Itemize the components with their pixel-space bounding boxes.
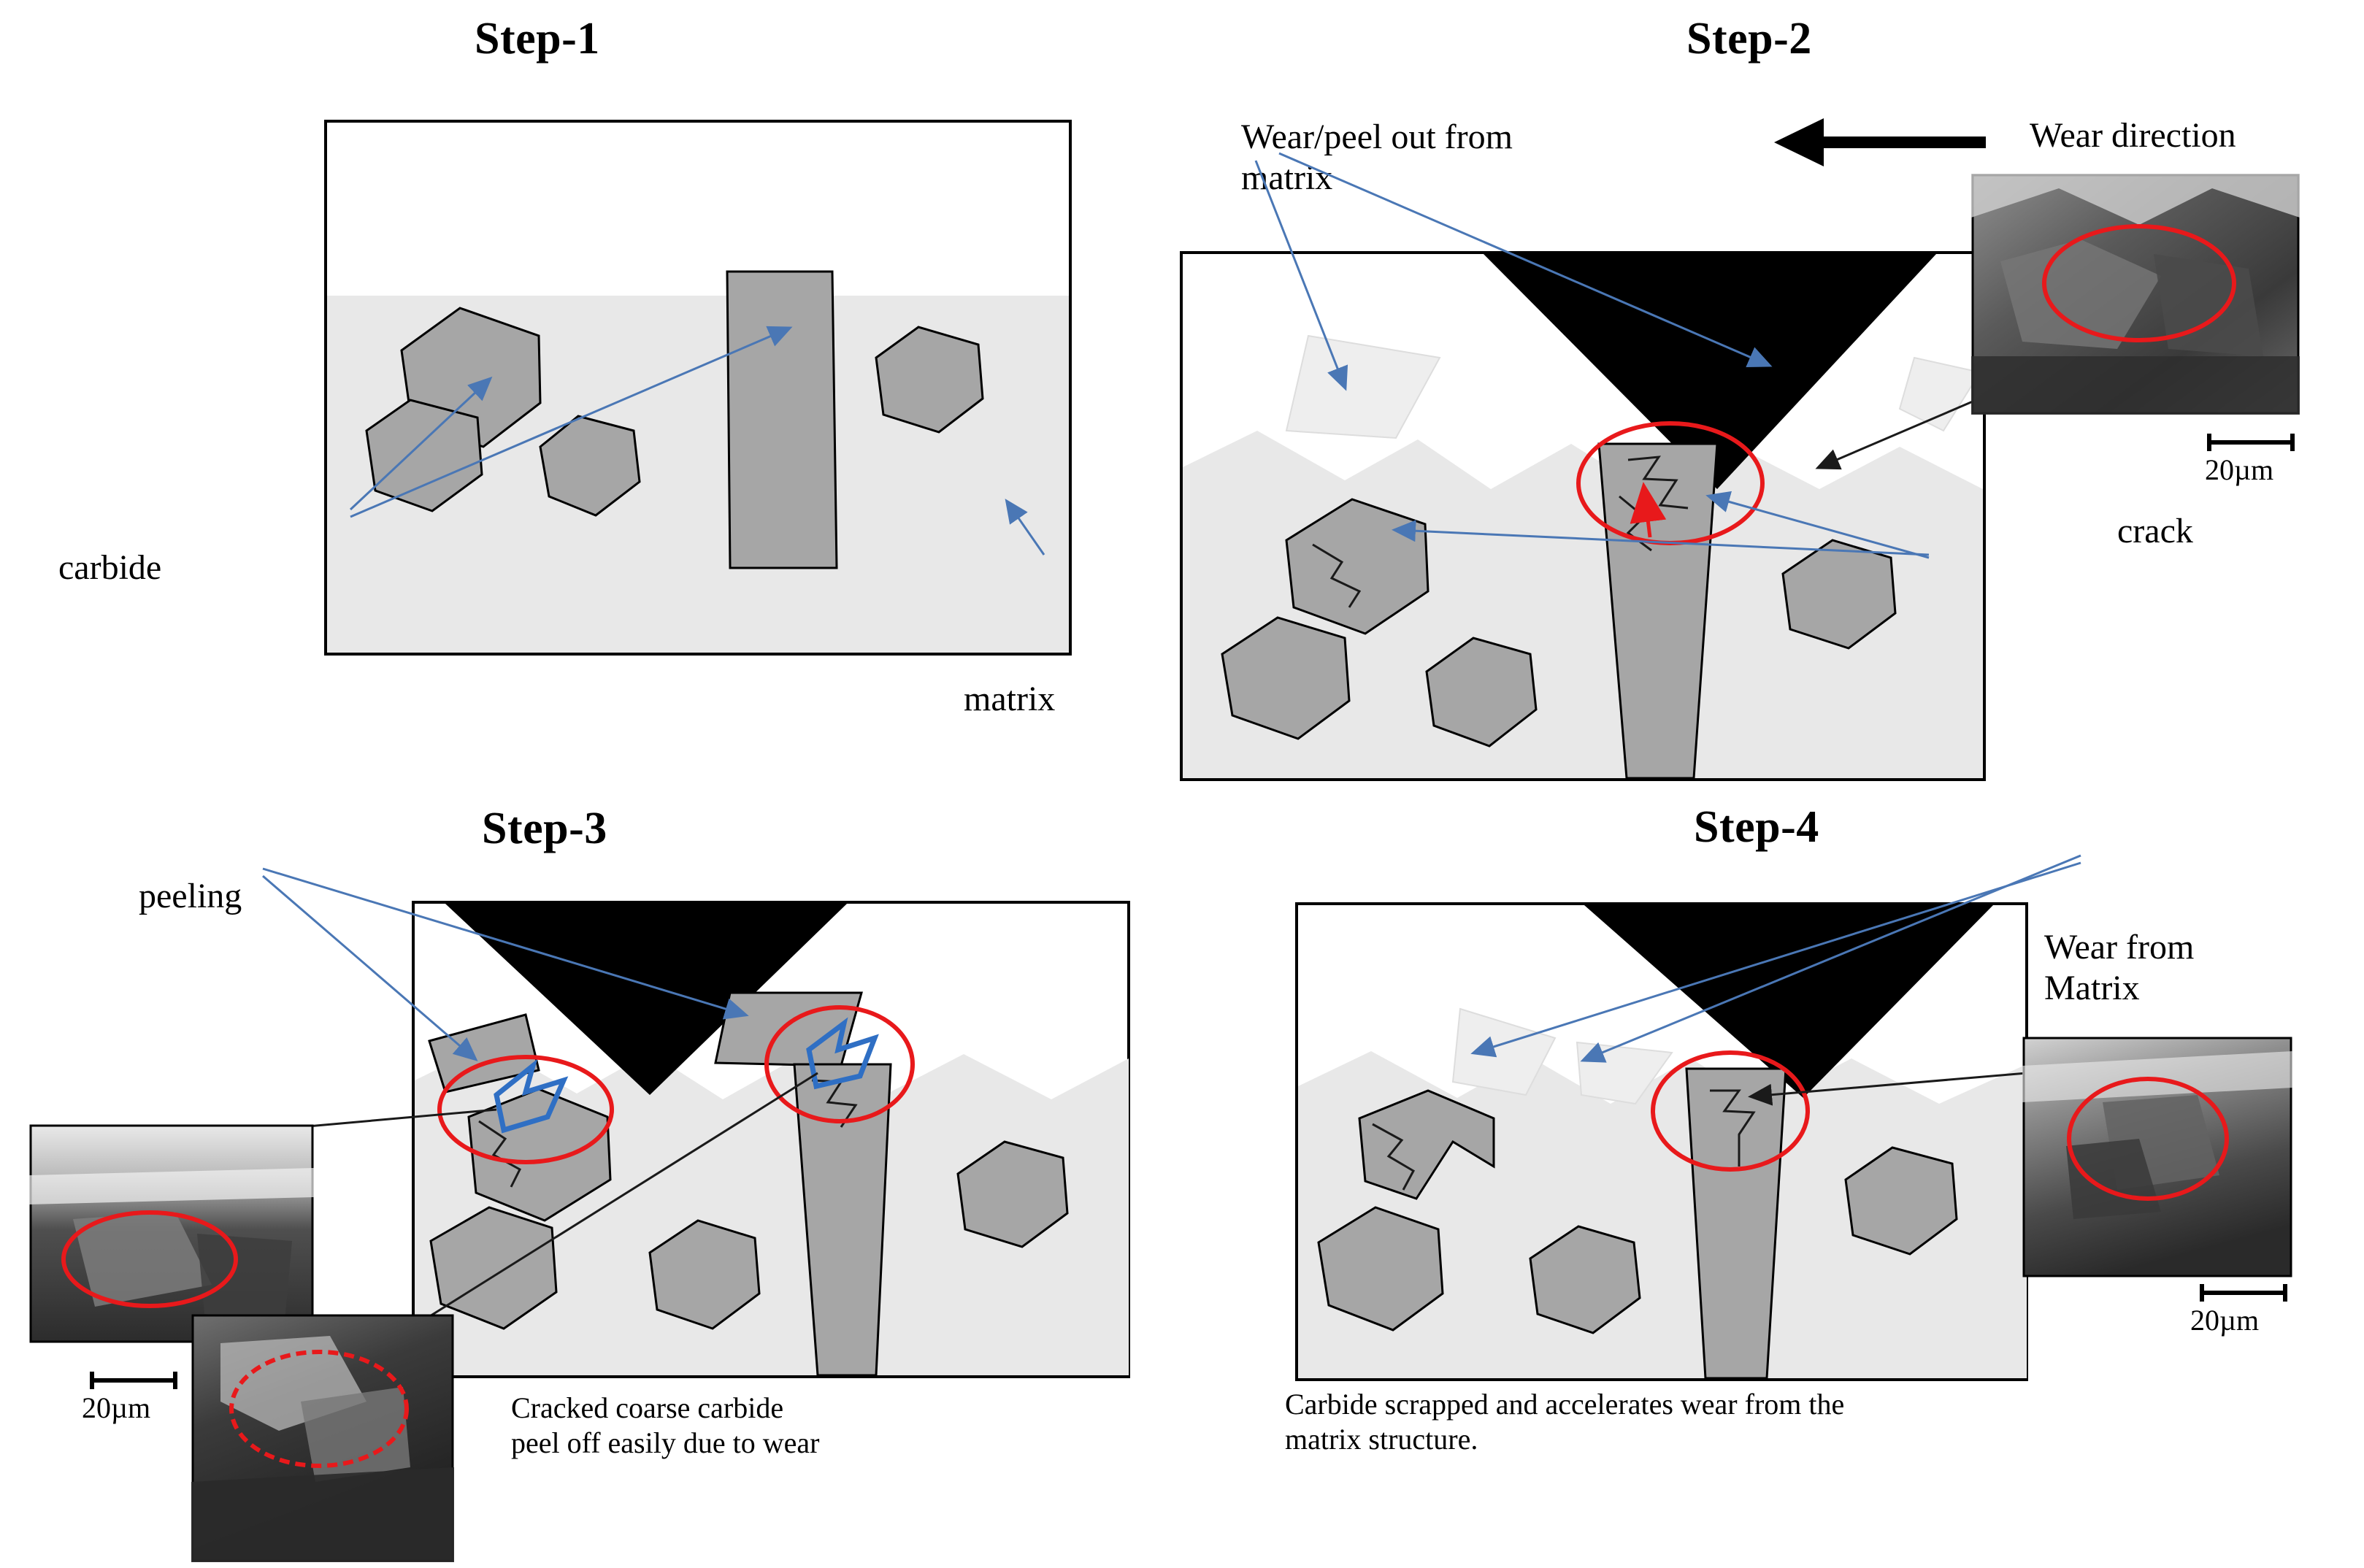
step1-title: Step-1 (475, 14, 600, 64)
step3-label-peeling: peeling (139, 877, 242, 915)
step2-label-wear-peel (1241, 117, 1513, 198)
step2-sem-image (1971, 174, 2300, 415)
step2-scalebar (2205, 431, 2300, 453)
step4-scale-label: 20µm (2190, 1304, 2260, 1337)
step3-sem-image-a (29, 1124, 314, 1343)
wear-from-matrix-line1: Wear from (2044, 928, 2195, 966)
step3-title: Step-3 (482, 804, 607, 853)
step2-scale-label: 20µm (2205, 453, 2274, 486)
step1-label-matrix: matrix (964, 680, 1056, 718)
step3-sem-image-b (191, 1314, 454, 1562)
step2-label-wear-direction: Wear direction (2030, 116, 2236, 155)
step3-diagram (409, 898, 1146, 1387)
step4-diagram (1292, 899, 2044, 1390)
carbide-grain (727, 272, 837, 568)
step3-caption-line2: peel off easily due to wear (511, 1426, 820, 1459)
wear-from-matrix-line2: Matrix (2044, 968, 2140, 1007)
step4-scalebar (2198, 1281, 2292, 1303)
step1-label-carbide: carbide (58, 548, 162, 587)
step4-sem-image (2022, 1037, 2292, 1277)
step4-caption-line2: matrix structure. (1285, 1423, 1478, 1456)
step3-scale-label-a: 20µm (82, 1391, 151, 1424)
step2-label-silica-sand: Silica sand (1665, 256, 1818, 295)
step2-label-crack: crack (2117, 512, 2193, 550)
step4-label-wear-from-matrix (2044, 927, 2194, 1008)
step2-diagram (1177, 248, 2002, 788)
wear-direction-arrow (1767, 117, 2000, 168)
step3-scalebar-a (88, 1369, 183, 1391)
step4-title: Step-4 (1694, 802, 1819, 852)
step3-caption (511, 1391, 819, 1461)
wear-peel-line1: Wear/peel out from (1241, 118, 1513, 156)
step3-caption-line1: Cracked coarse carbide (511, 1391, 784, 1424)
wear-peel-line2: matrix (1241, 158, 1333, 197)
step2-title: Step-2 (1686, 14, 1812, 64)
step1-diagram (321, 117, 1095, 657)
step4-caption-line1: Carbide scrapped and accelerates wear from the (1285, 1388, 1845, 1421)
step4-caption (1285, 1387, 1844, 1457)
